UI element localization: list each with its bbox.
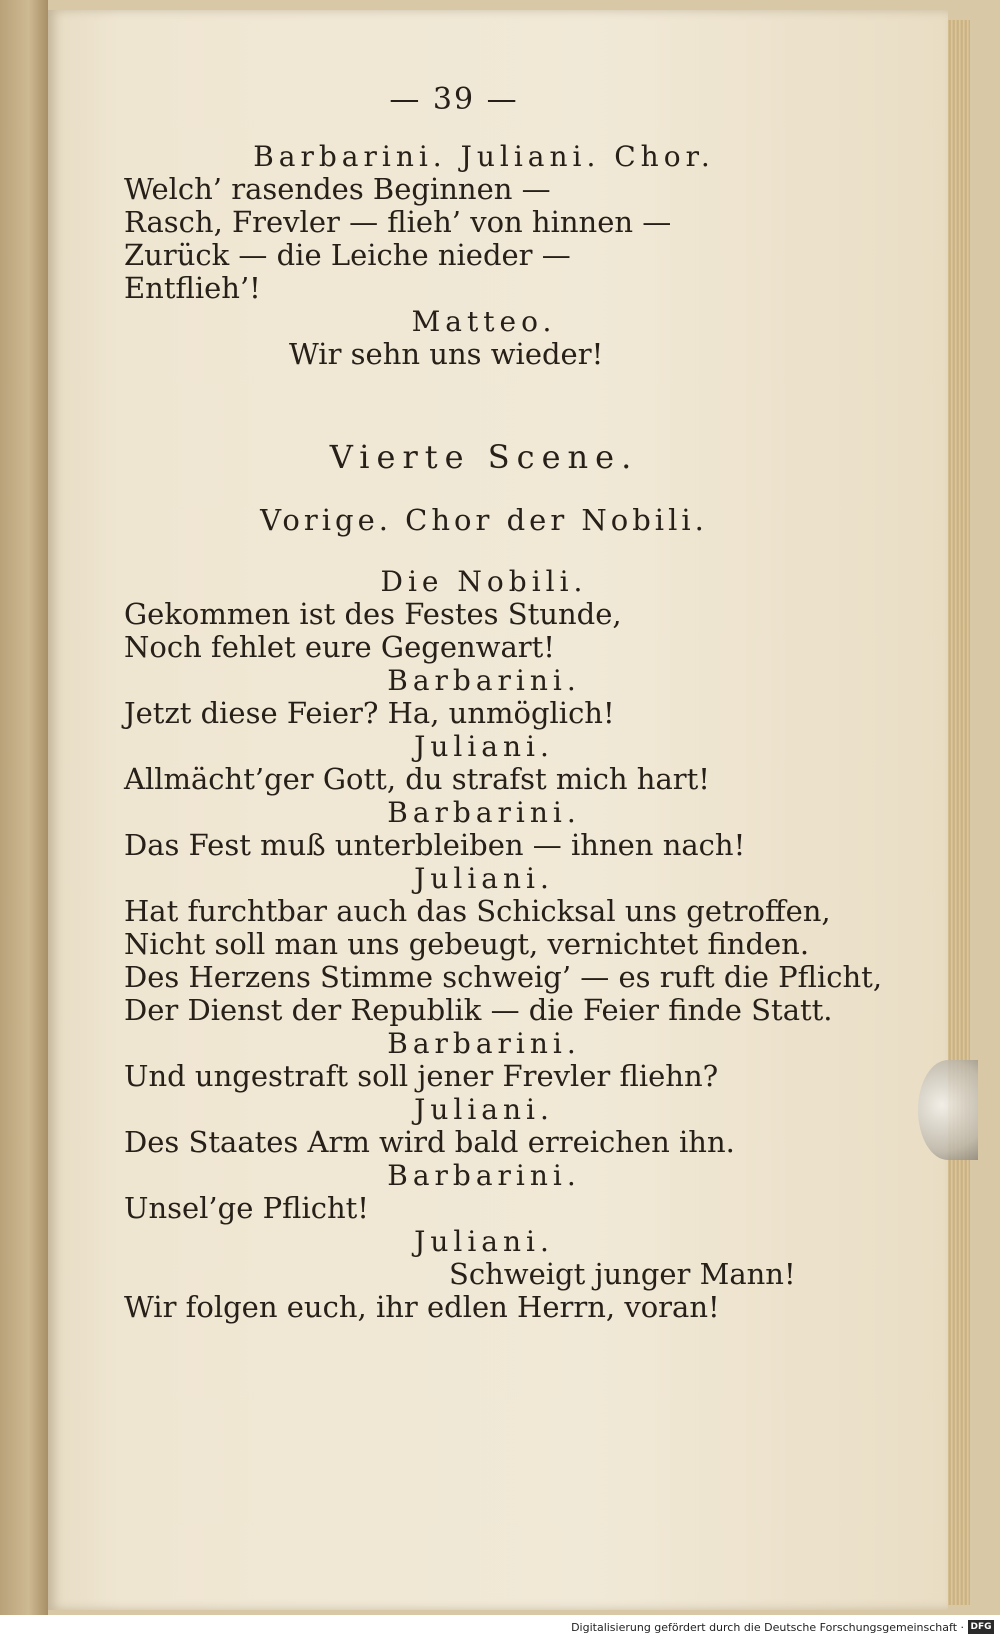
speaker-heading: Matteo. <box>411 305 557 338</box>
speaker-heading: Juliani. <box>414 1093 554 1126</box>
speaker-heading: Barbarini. <box>387 1027 581 1060</box>
block-2 <box>124 305 844 371</box>
verse-line: Jetzt diese Feier? Ha, unmöglich! <box>124 696 615 730</box>
dfg-logo: DFG <box>968 1620 994 1634</box>
scene-title: Vierte Scene. <box>329 438 639 476</box>
page-edges <box>948 20 970 1605</box>
verse-line: Hat furchtbar auch das Schicksal uns getroffen, <box>124 894 831 928</box>
verse-line: Gekommen ist des Festes Stunde, <box>124 597 622 631</box>
page-text <box>124 70 883 1324</box>
block-1 <box>124 140 844 305</box>
verse-line: Das Fest muß unterbleiben — ihnen nach! <box>124 828 746 862</box>
book-spine <box>0 0 48 1643</box>
scanner-thumb-holder <box>918 1060 978 1160</box>
verse-line: Allmächt’ger Gott, du strafst mich hart! <box>124 762 710 796</box>
verse-line: Wir folgen euch, ihr edlen Herrn, voran! <box>124 1290 720 1324</box>
verse-line: Unsel’ge Pflicht! <box>124 1191 369 1225</box>
dialogue <box>124 565 883 1324</box>
speaker-heading: Juliani. <box>414 730 554 763</box>
verse-line: Entflieh’! <box>124 271 261 305</box>
speaker-heading: Juliani. <box>414 1225 554 1258</box>
verse-line: Wir sehn uns wieder! <box>289 337 604 371</box>
verse-line: Nicht soll man uns gebeugt, vernichtet finden. <box>124 927 810 961</box>
verse-line: Noch fehlet eure Gegenwart! <box>124 630 555 664</box>
speaker-heading: Juliani. <box>414 862 554 895</box>
footer-bar <box>0 1615 1000 1643</box>
speaker-heading: Barbarini. <box>387 796 581 829</box>
verse-line: Welch’ rasendes Beginnen — <box>124 172 551 206</box>
speaker-heading: Barbarini. <box>387 1159 581 1192</box>
speaker-heading: Barbarini. Juliani. Chor. <box>253 140 715 173</box>
speaker-heading: Barbarini. <box>387 664 581 697</box>
speaker-heading: Die Nobili. <box>380 565 588 598</box>
verse-line: Zurück — die Leiche nieder — <box>124 238 571 272</box>
footer-credit: Digitalisierung gefördert durch die Deutsche Forschungsgemeinschaft · <box>571 1621 964 1634</box>
verse-line: Schweigt junger Mann! <box>449 1257 796 1291</box>
verse-line: Und ungestraft soll jener Frevler fliehn? <box>124 1059 719 1093</box>
verse-line: Der Dienst der Republik — die Feier finde Statt. <box>124 993 833 1027</box>
verse-line: Rasch, Frevler — flieh’ von hinnen — <box>124 205 672 239</box>
verse-line: Des Herzens Stimme schweig’ — es ruft die Pflicht, <box>124 960 883 994</box>
scene-cast: Vorige. Chor der Nobili. <box>260 503 708 537</box>
verse-line: Des Staates Arm wird bald erreichen ihn. <box>124 1125 735 1159</box>
page-number: — 39 — <box>389 82 519 117</box>
